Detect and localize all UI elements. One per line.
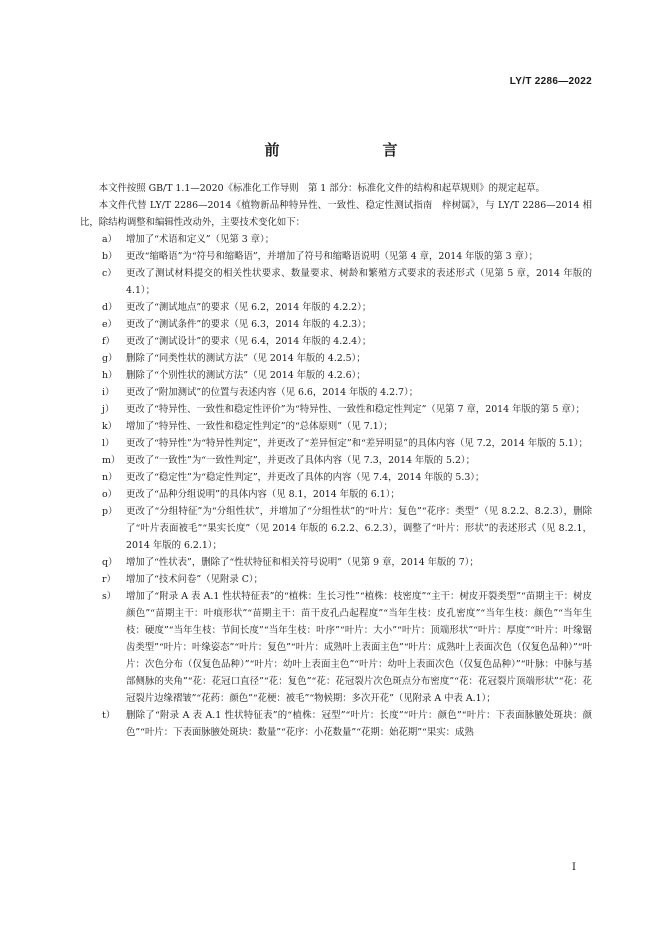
change-item-label: m） <box>102 455 121 466</box>
change-item-label: o） <box>102 489 118 500</box>
change-item-text: 更改了“测试地点”的要求（见 6.2，2014 年版的 4.2.2）； <box>126 302 372 313</box>
change-item-label: p） <box>102 506 118 517</box>
change-list <box>80 231 592 741</box>
change-item-text: 更改“缩略语”为“符号和缩略语”，并增加了符号和缩略语说明（见第 4 章，2014 年版的第 3 章）； <box>126 251 539 262</box>
change-item <box>80 248 592 265</box>
change-item-text: 增加了“性状表”，删除了“性状特征和相关符号说明”（见第 9 章，2014 年版的 7）； <box>126 557 479 568</box>
document-body <box>80 180 592 741</box>
change-item <box>80 469 592 486</box>
change-item-label: f） <box>102 336 115 347</box>
change-item <box>80 316 592 333</box>
change-item-label: a） <box>102 234 117 245</box>
change-item <box>80 231 592 248</box>
change-item <box>80 435 592 452</box>
change-item <box>80 452 592 469</box>
change-item <box>80 571 592 588</box>
change-item <box>80 418 592 435</box>
change-item <box>80 265 592 299</box>
change-item-text: 更改了“特异性、一致性和稳定性评价”为“特异性、一致性和稳定性判定”（见第 7 章，2014 年版的第 5 章）； <box>126 404 585 415</box>
change-item <box>80 554 592 571</box>
change-item-label: l） <box>102 438 115 449</box>
change-item-text: 更改了“测试条件”的要求（见 6.3，2014 年版的 4.2.3）； <box>126 319 372 330</box>
change-item-text: 更改了测试材料提交的相关性状要求、数量要求、树龄和繁殖方式要求的表述形式（见第 5 章，2014 年版的 4.1）； <box>126 268 592 296</box>
change-item-label: k） <box>102 421 118 432</box>
change-item-text: 更改了“一致性”为“一致性判定”，并更改了具体内容（见 7.3，2014 年版的 5.2）； <box>126 455 475 466</box>
change-item-text: 更改了“附加测试”的位置与表述内容（见 6.6，2014 年版的 4.2.7）； <box>126 387 419 398</box>
change-item <box>80 367 592 384</box>
change-item-text: 更改了“品种分组说明”的具体内容（见 8.1，2014 年版的 6.1）； <box>126 489 400 500</box>
change-item-label: b） <box>102 251 118 262</box>
change-item-label: n） <box>102 472 118 483</box>
change-item-text: 更改了“分组特征”为“分组性状”，并增加了“分组性状”的“叶片：复色”“花序：类型”（见 8.2.2、8.2.3），删除了“叶片表面被毛”“果实长度”（见 2014 年版的 6.2.2、6.2.3），调整了“叶片：形状”的表述形式（见 8.2.1，2014 年版的 6.2.1）； <box>126 506 592 551</box>
change-item-label: r） <box>102 574 116 585</box>
change-item-label: h） <box>102 370 118 381</box>
change-item <box>80 588 592 707</box>
change-item <box>80 384 592 401</box>
change-item-label: j） <box>102 404 115 415</box>
change-item-text: 增加了“技术问卷”（见附录 C）； <box>126 574 263 585</box>
change-item-text: 更改了“测试设计”的要求（见 6.4，2014 年版的 4.2.4）； <box>126 336 372 347</box>
page-title: 前 言 <box>264 141 442 159</box>
change-item-label: s） <box>102 591 117 602</box>
change-item-text: 删除了“同类性状的测试方法”（见 2014 年版的 4.2.5）； <box>126 353 366 364</box>
change-item <box>80 333 592 350</box>
standard-code: LY/T 2286—2022 <box>509 76 592 87</box>
change-item <box>80 707 592 741</box>
change-item-label: d） <box>102 302 118 313</box>
change-item-label: i） <box>102 387 115 398</box>
change-item-text: 删除了“个别性状的测试方法”（见 2014 年版的 4.2.6）； <box>126 370 366 381</box>
change-item-text: 增加了“附录 A 表 A.1 性状特征表”的“植株：生长习性”“植株：枝密度”“主干：树皮开裂类型”“苗期主干：树皮颜色”“苗期主干：叶痕形状”“苗期主干：苗干皮孔凸起程度”“当年生枝：皮孔密度”“当年生枝：颜色”“当年生枝：硬度”“当年生枝：节间长度”“当年生枝：叶序”“叶片：大小”“叶片：顶端形状”“叶片：厚度”“叶片：叶缘锯齿类型”“叶片：叶缘姿态”“叶片：复色”“叶片：成熟叶上表面主色”“叶片：成熟叶上表面次色（仅复色品种）”“叶片：次色分布（仅复色品种）”“叶片：幼叶上表面主色”“叶片：幼叶上表面次色（仅复色品种）”“叶脉：中脉与基部侧脉的夹角”“花：花冠口直径”“花：复色”“花：花冠裂片次色斑点分布密度”“花：花冠裂片顶端形状”“花：花冠裂片边缘褶皱”“花药：颜色”“花梗：被毛”“物候期：多次开花”（见附录 A 中表 A.1）； <box>126 591 592 704</box>
intro-paragraph: 本文件按照 GB/T 1.1—2020《标准化工作导则 第 1 部分：标准化文件的结构和起草规则》的规定起草。 <box>98 183 545 194</box>
change-item <box>80 486 592 503</box>
change-item <box>80 503 592 554</box>
change-item-text: 更改了“稳定性”为“稳定性判定”，并更改了具体的内容（见 7.4，2014 年版的 5.3）； <box>126 472 485 483</box>
change-item-label: e） <box>102 319 117 330</box>
page-number: I <box>572 862 576 873</box>
change-item-label: g） <box>102 353 118 364</box>
change-item-text: 增加了“术语和定义”（见第 3 章）； <box>126 234 275 245</box>
change-item-label: q） <box>102 557 118 568</box>
change-item <box>80 401 592 418</box>
change-item <box>80 350 592 367</box>
change-item-text: 删除了“附录 A 表 A.1 性状特征表”的“植株：冠型”“叶片：长度”“叶片：颜色”“叶片：下表面脉腋处斑块：颜色”“叶片：下表面脉腋处斑块：数量”“花序：小花数量”“花期：始花期”“果实：成熟 <box>126 710 592 738</box>
change-item <box>80 299 592 316</box>
change-item-text: 增加了“特异性、一致性和稳定性判定”的“总体原则”（见 7.1）； <box>126 421 393 432</box>
change-item-label: c） <box>102 268 117 279</box>
replacement-paragraph: 本文件代替 LY/T 2286—2014《植物新品种特异性、一致性、稳定性测试指南 梓树属》，与 LY/T 2286—2014 相比，除结构调整和编辑性改动外，主要技术变化如下： <box>80 200 592 228</box>
change-item-text: 更改了“特异性”为“特异性判定”，并更改了“差异恒定”和“差异明显”的具体内容（见 7.2，2014 年版的 5.1）； <box>126 438 588 449</box>
change-item-label: t） <box>102 710 116 721</box>
